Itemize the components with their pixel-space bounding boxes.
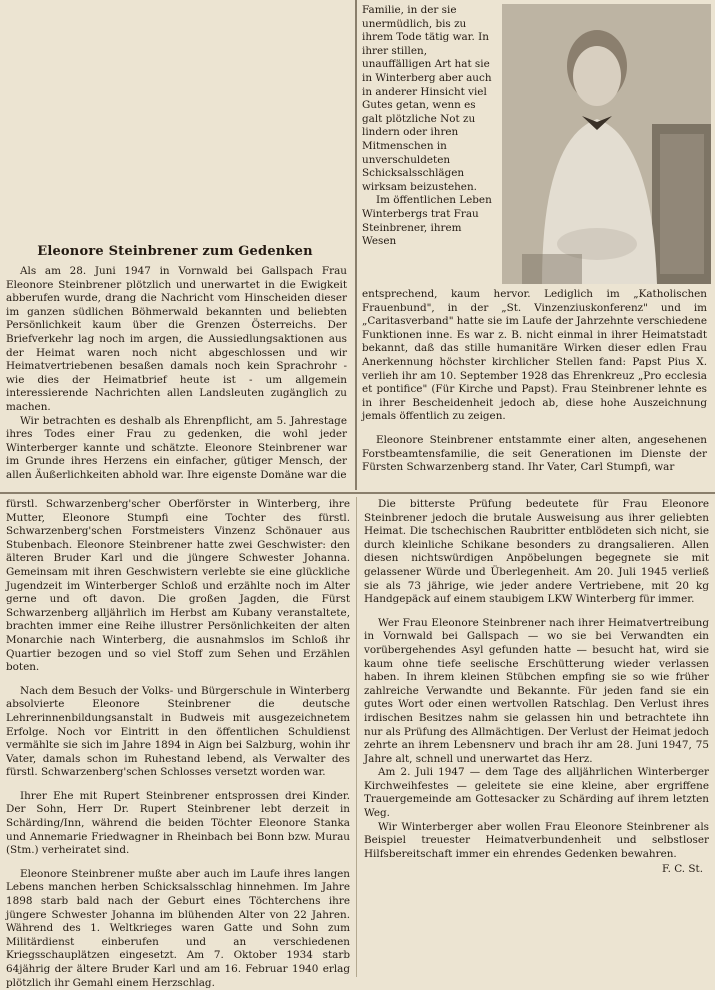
paragraph: Familie, in der sie unermüdlich, bis zu ihrem Tode tätig war. In ihrer stillen, unauffälligen Art hat sie in Winterberg aber auch in anderer Hinsicht viel Gutes getan, wenn es galt plötzliche Not zu lindern oder ihren Mitmenschen in unverschuldeten Schicksalsschlägen wirksam beizustehen. — [362, 4, 492, 193]
paragraph: Eleonore Steinbrener entstammte einer alten, angesehenen Forstbeamtensfamilie, die seit Generationen im Dienste der Fürsten Schwarzenberg stand. Ihr Vater, Carl Stumpfi, war — [362, 433, 707, 474]
article-title: Eleonore Steinbrener zum Gedenken — [37, 244, 313, 259]
column-rule-top — [355, 0, 357, 490]
column-rule-bottom — [356, 497, 357, 977]
author-signature: F. C. St. — [662, 863, 703, 876]
paragraph: Eleonore Steinbrener mußte aber auch im Laufe ihres langen Lebens manchen herben Schicksalsschlag hinnehmen. Im Jahre 1898 starb bald nach der Geburt eines Töchterchens ihre jüngere Schwester Johanna im blühenden Alter von 22 Jahren. Während des 1. Weltkrieges waren Gatte und Sohn zum Militärdienst einberufen und an verschiedenen Kriegsschauplätzen eingesetzt. Am 7. Oktober 1934 starb 64jährig der ältere Bruder Karl und am 16. Februar 1940 erlag plötzlich ihr Gemahl einem Herzschlag. — [6, 867, 350, 989]
paragraph: fürstl. Schwarzenberg'scher Oberförster in Winterberg, ihre Mutter, Eleonore Stumpfi eine Tochter des fürstl. Schwarzenberg'schen Forstmeisters Vinzenz Schönauer aus Stubenbach. Eleonore Steinbrener hatte zwei Geschwister: den älteren Bruder Karl und die jüngere Schwester Johanna. Gemeinsam mit ihren Geschwistern verlebte sie eine glückliche Jugendzeit im Winterberger Schloß und erzählte noch im Alter gerne und oft davon. Die großen Jagden, die Fürst Schwarzenberg alljährlich im Herbst am Kubany veranstaltete, brachten immer eine Reihe illustrer Persönlichkeiten der alten Monarchie nach Winterberg, die ausnahmslos im Schloß ihr Quartier bezogen und so viel Stoff zum Sehen und Erzählen boten. — [6, 498, 350, 674]
column-bottom-right — [364, 498, 709, 877]
paragraph: entsprechend, kaum hervor. Lediglich im „Katholischen Frauenbund", in der „St. Vinzenziuskonferenz" und im „Caritasverband" hatte sie im Laufe der Jahrzehnte verschiedene Funktionen inne. Es war z. B. nicht einmal in ihrer Heimatstadt bekannt, daß das stille humanitäre Wirken dieser edlen Frau Anerkennung höchster kirchlicher Stellen fand: Papst Pius X. verlieh ihr am 10. September 1928 das Ehrenkreuz „Pro ecclesia et pontifice" (Für Kirche und Papst). Frau Steinbrener lehnte es in ihrer Bescheidenheit jedoch ab, diese hohe Auszeichnung jemals öffentlich zu zeigen. — [362, 288, 707, 423]
paragraph: Ihrer Ehe mit Rupert Steinbrener entsprossen drei Kinder. Der Sohn, Herr Dr. Rupert Steinbrener lebt derzeit in Schärding/Inn, während die beiden Töchter Eleonore Stanka und Annemarie Friedwagner in Rheinbach bei Bonn bzw. Murau (Stm.) verheiratet sind. — [6, 789, 350, 857]
paragraph: Wir Winterberger aber wollen Frau Eleonore Steinbrener als Beispiel treuester Heimatverbundenheit und selbstloser Hilfsbereitschaft immer ein ehrendes Gedenken bewahren. — [364, 820, 709, 860]
paragraph: Am 2. Juli 1947 — dem Tage des alljährlichen Winterberger Kirchweihfestes — geleitete sie eine kleine, aber ergriffene Trauergemeinde am Gottesacker zu Schärding auf ihrem letzten Weg. — [364, 766, 709, 820]
paragraph: Wir betrachten es deshalb als Ehrenpflicht, am 5. Jahrestage ihres Todes einer Frau zu gedenken, die wohl jeder Winterberger kannte und schätzte. Eleonore Steinbrener war im Grunde ihres Herzens ein einfacher, gütiger Mensch, der allen Äußerlichkeiten abhold war. Ihre eigenste Domäne war die — [6, 414, 347, 481]
portrait-image — [502, 4, 711, 284]
paragraph: Nach dem Besuch der Volks- und Bürgerschule in Winterberg absolvierte Eleonore Steinbrener die deutsche Lehrerinnenbildungsanstalt in Budweis mit ausgezeichnetem Erfolge. Noch vor Eintritt in den öffentlichen Schuldienst vermählte sie sich im Jahre 1894 in Aign bei Salzburg, wohin ihr Vater, damals schon im Ruhestand lebend, als Verwalter des fürstl. Schwarzenberg'schen Schlosses versetzt worden war. — [6, 684, 350, 779]
column-left-top — [6, 265, 347, 483]
portrait-photo — [502, 4, 711, 284]
column-bottom-left — [6, 498, 350, 990]
section-divider — [0, 492, 715, 494]
paragraph: Wer Frau Eleonore Steinbrener nach ihrer Heimatvertreibung in Vornwald bei Gallspach — wo sie bei Verwandten ein vorübergehendes Asyl gefunden hatte — besucht hat, wird sie kaum ohne tiefe seelische Erschütterung wieder verlassen haben. In ihrem kleinen Stübchen empfing sie so wie früher zahlreiche Verwandte und Bekannte. Für jeden fand sie ein gutes Wort oder einen wertvollen Ratschlag. Den Verlust ihres irdischen Besitzes nahm sie gelassen hin und betrachtete ihn nur als Prüfung des Allmächtigen. Der Verlust der Heimat jedoch zehrte an ihrem Lebensnerv und brach ihr am 28. Juni 1947, 75 Jahre alt, schnell und unerwartet das Herz. — [364, 616, 709, 765]
column-right-narrow — [362, 4, 497, 249]
paragraph: Die bitterste Prüfung bedeutete für Frau Eleonore Steinbrener jedoch die brutale Ausweisung aus ihrer geliebten Heimat. Die tschechischen Raubritter entblödeten sich nicht, sie durch kleinliche Schikane besonders zu drangsalieren. Allen diesen nichtswürdigen Anpöbelungen begegnete sie mit gelassener Würde und Überlegenheit. Am 20. Juli 1945 verließ sie als 73 jährige, wie jeder andere Vertriebene, mit 20 kg Handgepäck auf einem staubigem LKW Winterberg für immer. — [364, 498, 709, 606]
paragraph: Als am 28. Juni 1947 in Vornwald bei Gallspach Frau Eleonore Steinbrener plötzlich und unerwartet in die Ewigkeit abberufen wurde, drang die Nachricht vom Hinscheiden dieser im ganzen südlichen Böhmerwald bekannten und beliebten Persönlichkeit kaum über die Grenzen Österreichs. Der Briefverkehr lag noch im argen, die Aussiedlungsaktionen aus der Heimat waren noch nicht abgeschlossen und wir Heimatvertriebenen besaßen damals noch kein Sprachrohr - wie dies der Heimatbrief heute ist - um allgemein interessierende Nachrichten allen Landsleuten zugänglich zu machen. — [6, 265, 347, 413]
column-right-wide — [362, 288, 707, 475]
paragraph: Im öffentlichen Leben Winterbergs trat Frau Steinbrener, ihrem Wesen — [362, 194, 492, 248]
